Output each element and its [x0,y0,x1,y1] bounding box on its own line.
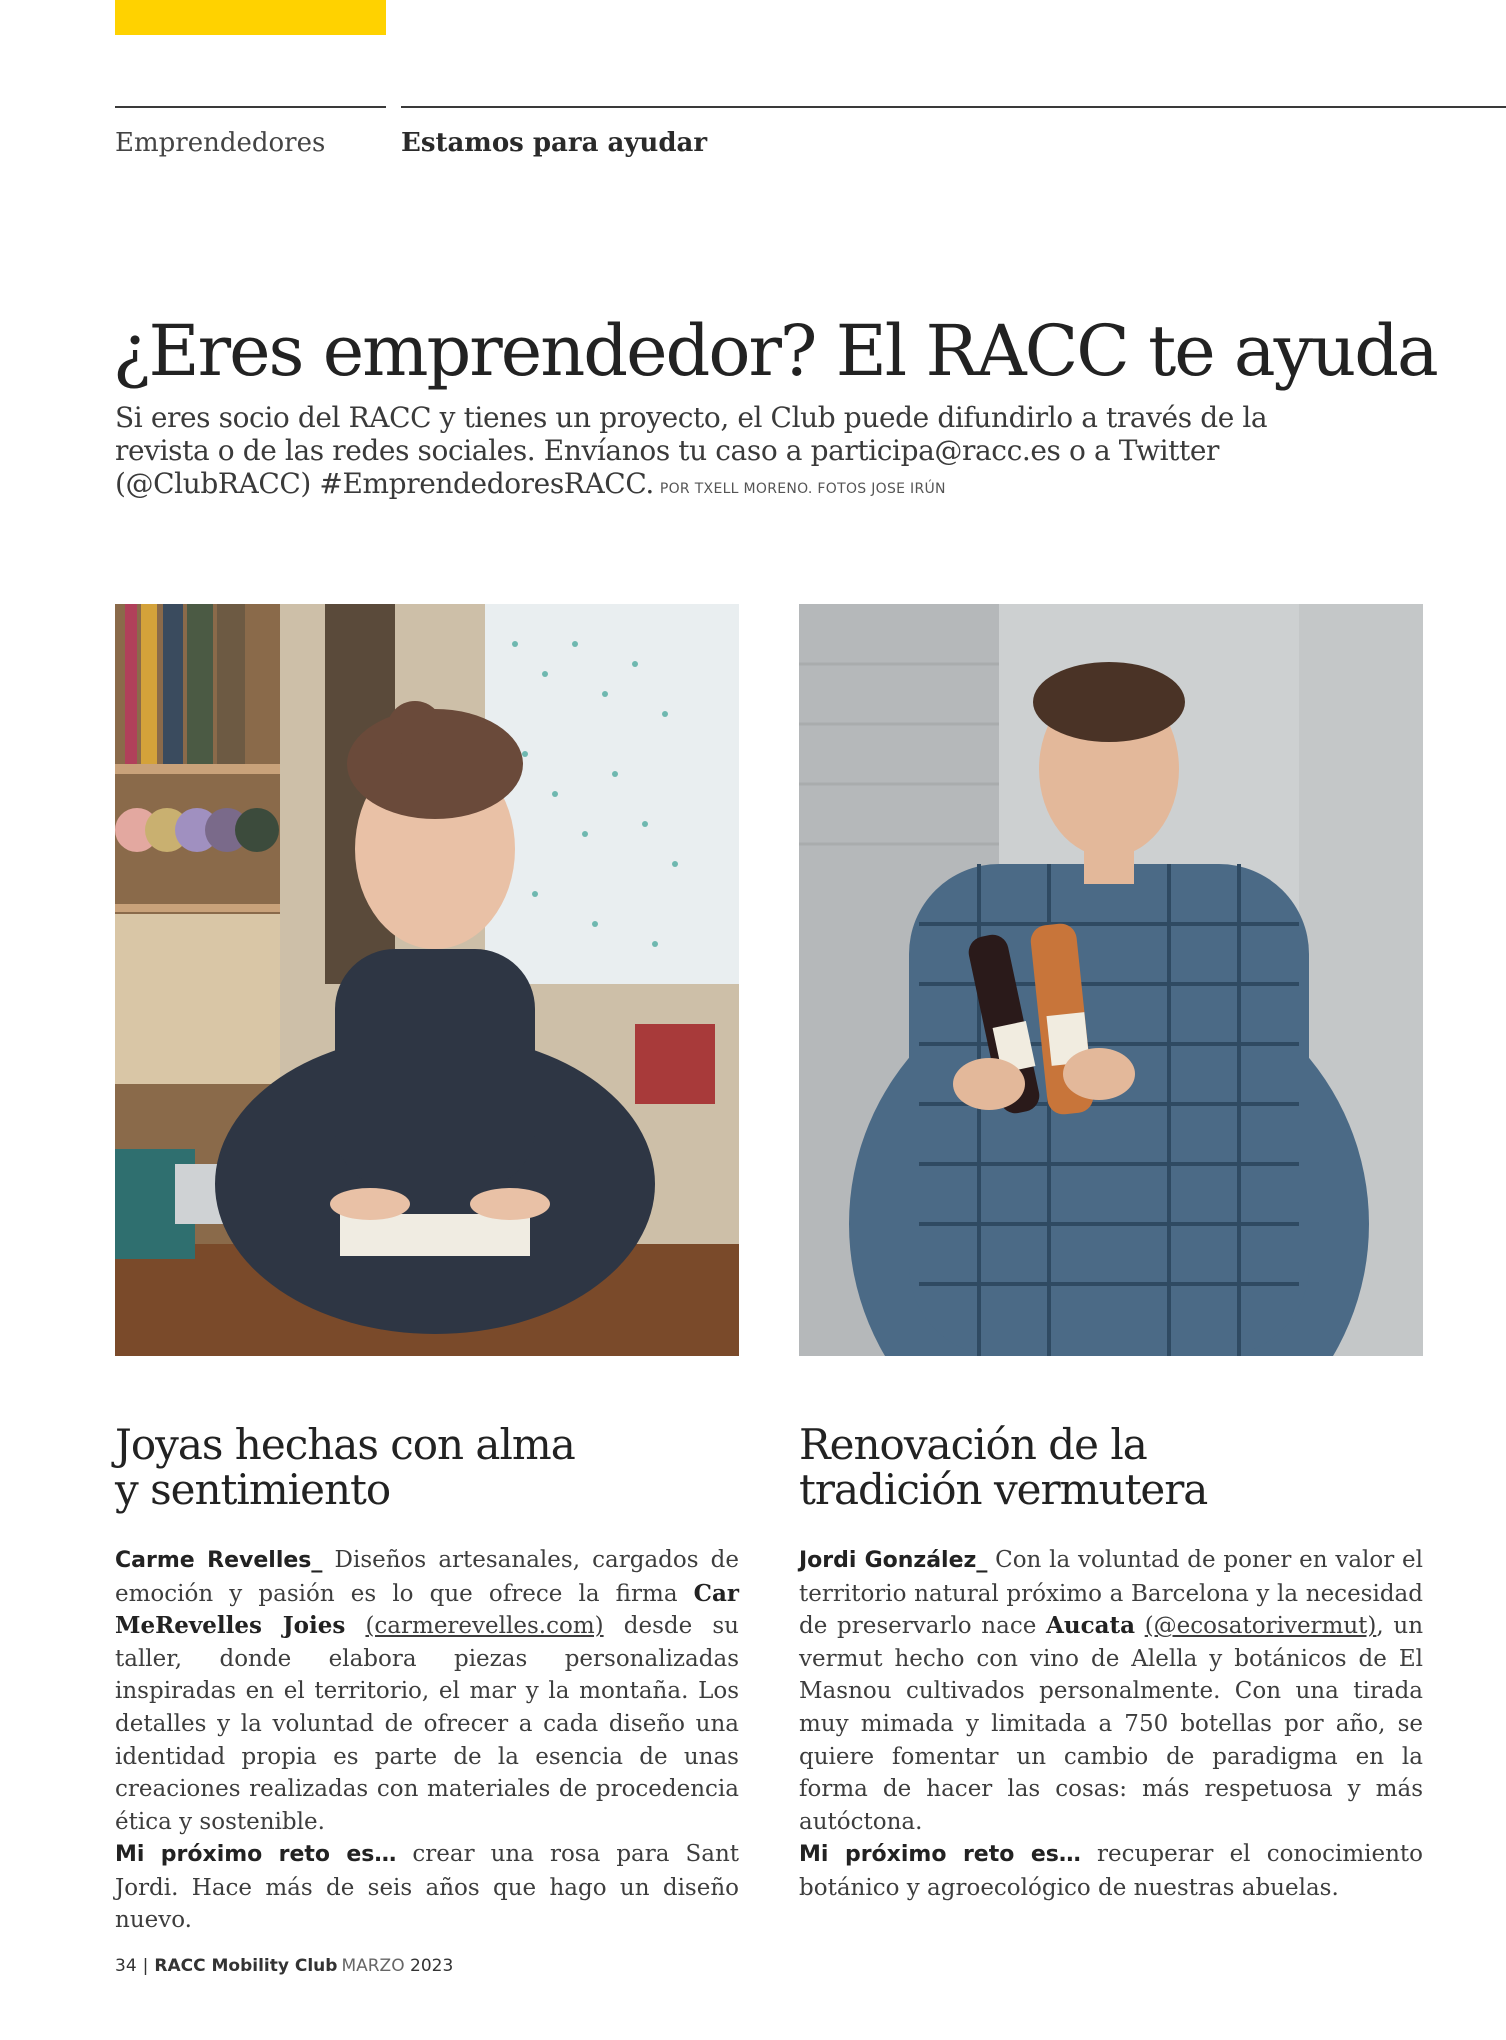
profile-name: Jordi González_ [799,1548,988,1573]
social-handle-link[interactable]: (@ecosatorivermut) [1144,1613,1377,1640]
profile-title-line1: Renovación de la [799,1420,1147,1469]
accent-bar [115,0,386,35]
next-challenge-right [799,1838,1423,1904]
next-challenge-label: Mi próximo reto es… [799,1842,1081,1867]
body-text-segment: desde su taller, donde elabora piezas personalizadas inspiradas en el territorio, el mar y la montaña. Los detalles y la voluntad de ofrecer a cada diseño una identidad propia es parte de la esencia de unas creaciones realizadas con materiales de procedencia ética y sostenible. [115,1613,739,1835]
profile-title-line1: Joyas hechas con alma [115,1420,575,1469]
section-title: Estamos para ayudar [401,128,708,158]
profile-body-right [799,1544,1423,1838]
next-challenge-left [115,1838,739,1937]
brand-name: Aucata [1046,1612,1136,1640]
section-label: Emprendedores [115,128,326,158]
profile-title-line2: y sentimiento [115,1465,391,1514]
photo-credit: POR TXELL MORENO. FOTOS JOSE IRÚN [659,481,946,497]
profile-body-left [115,1544,739,1838]
photo-jeweler [115,604,739,1356]
next-challenge-text: recuperar el conocimiento botánico y agroecológico de nuestras abuelas. [799,1841,1424,1901]
article-intro [115,401,1335,506]
issue-year: 2023 [410,1956,454,1976]
portrait-jeweler-photo [115,604,739,1356]
brand-name: Car MeRevelles Joies [115,1579,739,1640]
portrait-vermouth-maker-photo [799,604,1423,1356]
magazine-name: RACC Mobility Club [154,1956,338,1976]
next-challenge-label: Mi próximo reto es… [115,1842,397,1867]
body-text-segment [1135,1613,1145,1639]
article-headline: ¿Eres emprendedor? El RACC te ayuda [113,310,1437,392]
profile-name: Carme Revelles_ [115,1548,323,1573]
footer-separator: | [142,1956,149,1976]
profile-title-right [799,1422,1423,1512]
website-link[interactable]: (carmerevelles.com) [365,1613,604,1640]
profile-title-line2: tradición vermutera [799,1465,1208,1514]
page-footer [115,1956,453,1976]
header-rule-left [115,106,386,108]
body-text-segment: , un vermut hecho con vino de Alella y botánicos de El Masnou cultivados personalmente. Con una tirada muy mimada y limitada a 750 botellas por año, se quiere fomentar un cambio de paradigma en la forma de hacer las cosas: más respetuosa y más autóctona. [799,1613,1424,1835]
body-text-segment: Con la voluntad de poner en valor el territorio natural próximo a Barcelona y la necesidad de preservarlo nace [799,1547,1423,1640]
body-text-segment [345,1613,365,1639]
header-rule-right [401,106,1506,108]
page-number: 34 [115,1956,137,1976]
body-text-segment: Diseños artesanales, cargados de emoción y pasión es lo que ofrece la firma [115,1547,739,1607]
profile-title-left [115,1422,739,1512]
intro-text: Si eres socio del RACC y tienes un proyecto, el Club puede difundirlo a través de la revista o de las redes sociales. Envíanos tu caso a participa@racc.es o a Twitter (@ClubRACC) #EmprendedoresRACC. [115,401,1268,500]
next-challenge-text: crear una rosa para Sant Jordi. Hace más de seis años que hago un diseño nuevo. [115,1841,739,1934]
photo-vermouth-maker [799,604,1423,1356]
issue-month: MARZO [341,1956,405,1976]
